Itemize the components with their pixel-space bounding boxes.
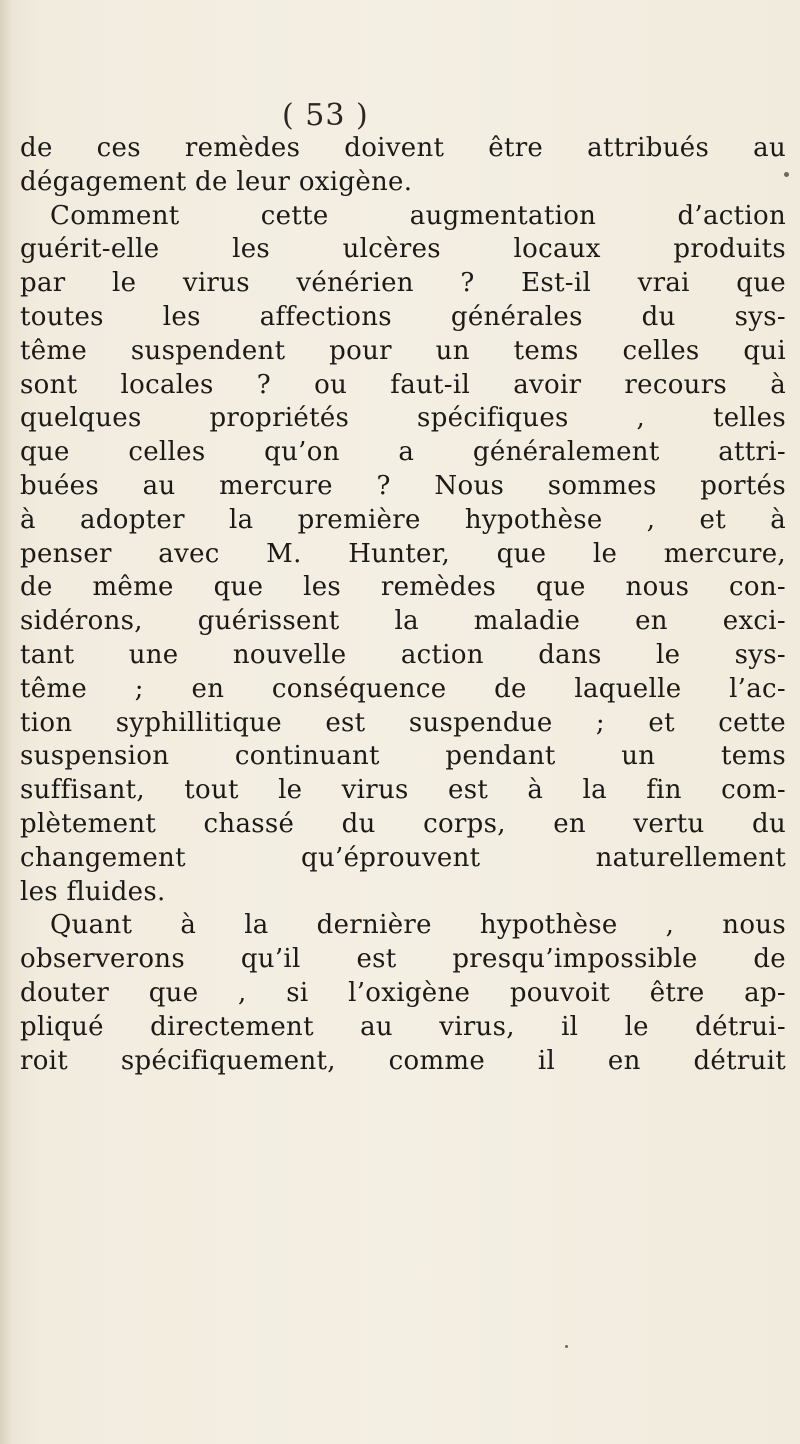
text-line: que celles qu’on a généralement attri- [20, 437, 786, 468]
text-line: dégagement de leur oxigène. [20, 166, 413, 197]
paper-speck [784, 172, 789, 177]
body-text [20, 132, 786, 1078]
text-line: plètement chassé du corps, en vertu du [20, 808, 786, 839]
text-line: observerons qu’il est presqu’impossible de [20, 944, 786, 975]
text-line: de ces remèdes doivent être attribués au [20, 133, 786, 163]
text-line: buées au mercure ? Nous sommes portés [20, 470, 786, 501]
text-line: douter que , si l’oxigène pouvoit être ap- [20, 977, 786, 1008]
text-line: suffisant, tout le virus est à la fin com- [20, 775, 786, 806]
page-gutter [0, 0, 12, 1444]
text-line: pliqué directement au virus, il le détrui- [20, 1011, 786, 1042]
text-line: sidérons, guérissent la maladie en exci- [20, 606, 786, 637]
text-line: changement qu’éprouvent naturellement [20, 842, 786, 873]
text-line: tême ; en conséquence de laquelle l’ac- [20, 673, 786, 704]
page-number: ( 53 ) [282, 98, 369, 133]
text-line: sont locales ? ou faut-il avoir recours à [20, 369, 786, 400]
paragraph-start-line: Comment cette augmentation d’action [50, 200, 786, 231]
text-line: quelques propriétés spécifiques , telles [20, 403, 786, 434]
text-line: de même que les remèdes que nous con- [20, 572, 786, 603]
paragraph-start-line: Quant à la dernière hypothèse , nous [50, 910, 786, 941]
text-line: guérit-elle les ulcères locaux produits [20, 234, 786, 265]
text-line: roit spécifiquement, comme il en détruit [20, 1045, 786, 1076]
text-line: tême suspendent pour un tems celles qui [20, 335, 786, 366]
text-line: tant une nouvelle action dans le sys- [20, 639, 786, 670]
text-line: tion syphillitique est suspendue ; et cette [20, 707, 786, 738]
text-line: suspension continuant pendant un tems [20, 741, 786, 772]
text-line: penser avec M. Hunter, que le mercure, [20, 538, 786, 569]
text-line: à adopter la première hypothèse , et à [20, 504, 786, 535]
text-line: les fluides. [20, 876, 166, 907]
text-line: par le virus vénérien ? Est-il vrai que [20, 268, 786, 299]
paper-speck [565, 1345, 568, 1348]
text-line: toutes les affections générales du sys- [20, 301, 786, 332]
